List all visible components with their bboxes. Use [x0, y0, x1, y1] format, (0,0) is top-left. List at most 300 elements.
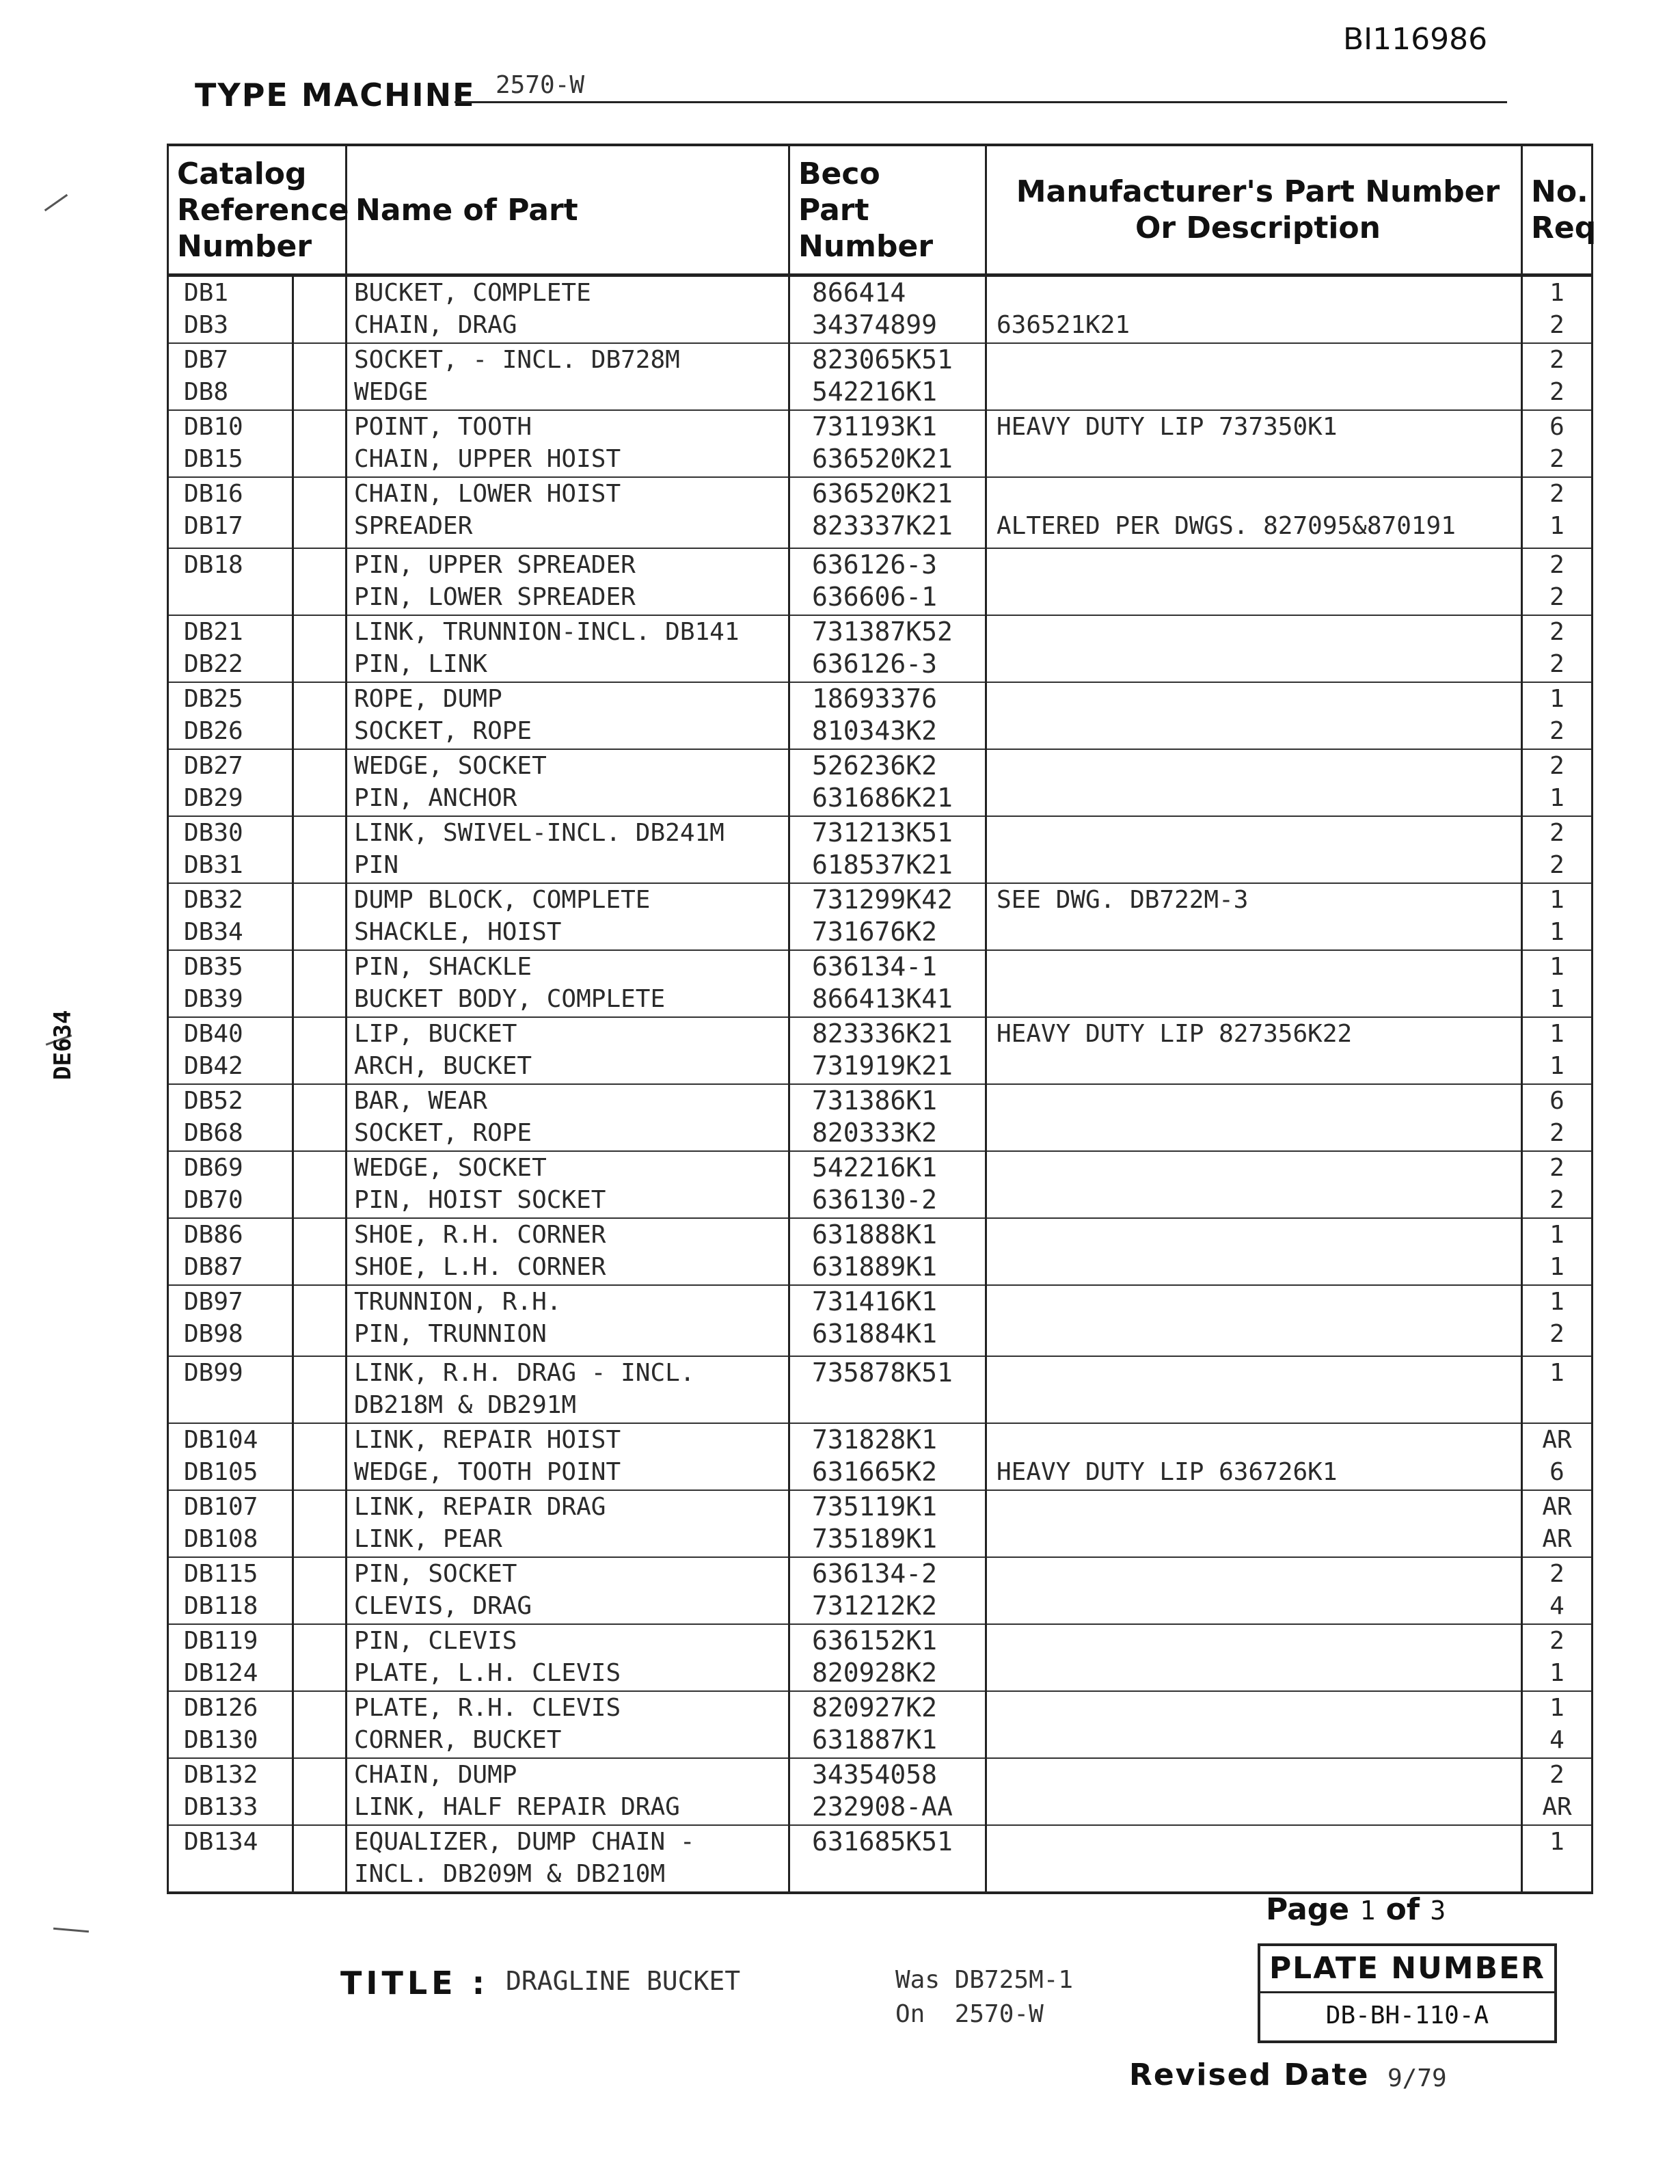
- manufacturer-description-cell: [986, 1490, 1522, 1557]
- cell-line: [997, 817, 1521, 849]
- manufacturer-description-cell: [986, 1423, 1522, 1490]
- part-name-cell: [347, 950, 789, 1017]
- cell-line: 731299K42: [812, 885, 953, 915]
- cell-line: [997, 916, 1521, 948]
- type-machine-value: 2570-W: [496, 71, 585, 99]
- page-of-label: of: [1385, 1892, 1420, 1927]
- cell-line: 731387K52: [812, 617, 953, 647]
- cell-line: HEAVY DUTY LIP 636726K1: [997, 1458, 1338, 1486]
- catalog-number-cell: [168, 343, 293, 410]
- spacer-cell: [293, 1285, 347, 1356]
- cell-line: LINK, REPAIR HOIST: [354, 1426, 621, 1454]
- part-name-cell: [347, 410, 789, 477]
- cell-line: INCL. DB209M & DB210M: [354, 1860, 666, 1888]
- cell-line: 823065K51: [812, 345, 953, 375]
- cell-line: DB87: [184, 1253, 243, 1281]
- cell-line: 866413K41: [812, 984, 953, 1014]
- cell-line: PIN, SHACKLE: [354, 953, 532, 981]
- spacer-cell: [293, 275, 347, 344]
- cell-line: PIN, TRUNNION: [354, 1320, 547, 1348]
- cell-line: 2: [1549, 717, 1564, 745]
- part-name-cell: [347, 343, 789, 410]
- cell-line: DB108: [184, 1525, 258, 1553]
- table-row: [168, 883, 1593, 950]
- table-row: [168, 1423, 1593, 1490]
- cell-line: WEDGE: [354, 378, 429, 406]
- spacer-cell: [293, 477, 347, 548]
- cell-line: 1: [1549, 918, 1564, 946]
- quantity-cell: [1522, 275, 1593, 344]
- cell-line: 735189K1: [812, 1524, 938, 1554]
- type-machine-label: TYPE MACHINE: [195, 77, 476, 113]
- cell-line: 631685K51: [812, 1826, 953, 1857]
- catalog-number-cell: [168, 1825, 293, 1893]
- manufacturer-description-cell: [986, 1017, 1522, 1084]
- table-row: [168, 749, 1593, 816]
- parts-table-body: [168, 275, 1593, 1893]
- catalog-number-cell: [168, 410, 293, 477]
- cell-line: HEAVY DUTY LIP 737350K1: [997, 413, 1338, 441]
- table-row: [168, 615, 1593, 682]
- beco-part-number-cell: [789, 883, 986, 950]
- manufacturer-description-cell: [986, 548, 1522, 615]
- cell-line: DB107: [184, 1493, 258, 1521]
- beco-part-number-cell: [789, 1490, 986, 1557]
- manufacturer-description-cell: [986, 343, 1522, 410]
- margin-tick-mark: [44, 194, 68, 211]
- cell-line: LINK, PEAR: [354, 1525, 502, 1553]
- plate-number-value: DB-BH-110-A: [1325, 2001, 1489, 2030]
- cell-line: BUCKET BODY, COMPLETE: [354, 985, 666, 1013]
- cell-line: 2: [1549, 480, 1564, 508]
- cell-line: 636521K21: [997, 311, 1130, 339]
- cell-line: DB34: [184, 918, 243, 946]
- beco-part-number-cell: [789, 1825, 986, 1893]
- catalog-number-cell: [168, 1691, 293, 1758]
- cell-line: 2: [1549, 819, 1564, 847]
- cell-line: 731828K1: [812, 1425, 938, 1455]
- cell-line: EQUALIZER, DUMP CHAIN -: [354, 1828, 695, 1856]
- cell-line: PIN, HOIST SOCKET: [354, 1186, 606, 1214]
- cell-line: DB86: [184, 1221, 243, 1249]
- spacer-cell: [293, 816, 347, 883]
- cell-line: 34354058: [812, 1760, 938, 1790]
- cell-line: WEDGE, TOOTH POINT: [354, 1458, 621, 1486]
- catalog-number-cell: [168, 477, 293, 548]
- beco-part-number-cell: [789, 682, 986, 749]
- cell-line: 2: [1549, 445, 1564, 473]
- cell-line: 1: [1549, 1659, 1564, 1687]
- quantity-cell: [1522, 1084, 1593, 1151]
- cell-line: 6: [1549, 1458, 1564, 1486]
- table-row: [168, 1557, 1593, 1624]
- cell-line: ARCH, BUCKET: [354, 1052, 532, 1080]
- quantity-cell: [1522, 410, 1593, 477]
- quantity-cell: [1522, 682, 1593, 749]
- cell-line: 34374899: [812, 310, 938, 340]
- cell-line: BAR, WEAR: [354, 1087, 488, 1115]
- cell-line: DB69: [184, 1154, 243, 1182]
- part-name-cell: [347, 1151, 789, 1218]
- cell-line: DB218M & DB291M: [354, 1391, 577, 1419]
- page-indicator: [1266, 1892, 1446, 1927]
- cell-line: [997, 1184, 1521, 1216]
- cell-line: [997, 1491, 1521, 1523]
- quantity-cell: [1522, 1624, 1593, 1691]
- catalog-number-cell: [168, 1423, 293, 1490]
- cell-line: 542216K1: [812, 1152, 938, 1183]
- spacer-cell: [293, 1557, 347, 1624]
- cell-line: [997, 277, 1521, 309]
- cell-line: 2: [1549, 346, 1564, 374]
- cell-line: 820928K2: [812, 1658, 938, 1688]
- cell-line: WEDGE, SOCKET: [354, 1154, 547, 1182]
- cell-line: DB16: [184, 480, 243, 508]
- beco-part-number-cell: [789, 1017, 986, 1084]
- cell-line: 820333K2: [812, 1118, 938, 1148]
- catalog-number-cell: [168, 1017, 293, 1084]
- cell-line: [997, 1251, 1521, 1283]
- cell-line: LINK, TRUNNION-INCL. DB141: [354, 618, 740, 646]
- cell-line: AR: [1542, 1426, 1572, 1454]
- manufacturer-description-cell: [986, 1691, 1522, 1758]
- cell-line: [997, 478, 1521, 510]
- spacer-cell: [293, 1017, 347, 1084]
- spacer-cell: [293, 1423, 347, 1490]
- cell-line: [997, 648, 1521, 680]
- cell-line: DB40: [184, 1020, 243, 1048]
- spacer-cell: [293, 1624, 347, 1691]
- cell-line: [997, 1826, 1521, 1858]
- cell-line: AR: [1542, 1493, 1572, 1521]
- beco-part-number-cell: [789, 749, 986, 816]
- cell-line: PIN, LOWER SPREADER: [354, 583, 636, 611]
- table-row: [168, 1356, 1593, 1423]
- cell-line: LIP, BUCKET: [354, 1020, 517, 1048]
- cell-line: [997, 951, 1521, 983]
- cell-line: 232908-AA: [812, 1792, 953, 1822]
- cell-line: CHAIN, DRAG: [354, 311, 517, 339]
- cell-line: DB7: [184, 346, 229, 374]
- cell-line: 631887K1: [812, 1725, 938, 1755]
- cell-line: 4: [1549, 1726, 1564, 1754]
- spacer-cell: [293, 950, 347, 1017]
- catalog-number-cell: [168, 950, 293, 1017]
- was-note: [895, 1963, 1073, 2032]
- beco-part-number-cell: [789, 1691, 986, 1758]
- part-name-cell: [347, 1825, 789, 1893]
- cell-line: 631888K1: [812, 1219, 938, 1250]
- quantity-cell: [1522, 548, 1593, 615]
- quantity-cell: [1522, 1423, 1593, 1490]
- quantity-cell: [1522, 1825, 1593, 1893]
- header-text: Beco: [798, 156, 880, 191]
- cell-line: [997, 581, 1521, 613]
- cell-line: [997, 1759, 1521, 1791]
- cell-line: 2: [1549, 583, 1564, 611]
- part-name-cell: [347, 1423, 789, 1490]
- cell-line: 636130-2: [812, 1185, 938, 1215]
- cell-line: [997, 1219, 1521, 1251]
- beco-part-number-cell: [789, 1423, 986, 1490]
- cell-line: 1: [1549, 985, 1564, 1013]
- cell-line: LINK, SWIVEL-INCL. DB241M: [354, 819, 724, 847]
- cell-line: [997, 1523, 1521, 1555]
- table-row: [168, 275, 1593, 344]
- header-text: Manufacturer's Part Number: [1016, 174, 1500, 209]
- cell-line: DB104: [184, 1426, 258, 1454]
- was-note-line: On 2570-W: [895, 2000, 1044, 2028]
- cell-line: DB18: [184, 551, 243, 579]
- beco-part-number-cell: [789, 548, 986, 615]
- cell-line: [997, 549, 1521, 581]
- cell-line: 810343K2: [812, 716, 938, 746]
- beco-part-number-cell: [789, 1218, 986, 1285]
- cell-line: 1: [1549, 1694, 1564, 1722]
- cell-line: 1: [1549, 953, 1564, 981]
- quantity-cell: [1522, 816, 1593, 883]
- manufacturer-description-cell: [986, 682, 1522, 749]
- header-text: Reference: [177, 192, 349, 228]
- cell-line: 4: [1549, 1592, 1564, 1620]
- cell-line: DB134: [184, 1828, 258, 1856]
- cell-line: DB10: [184, 413, 243, 441]
- cell-line: [997, 849, 1521, 881]
- catalog-number-cell: [168, 1557, 293, 1624]
- page-total: 3: [1430, 1896, 1446, 1926]
- quantity-cell: [1522, 477, 1593, 548]
- cell-line: 2: [1549, 551, 1564, 579]
- cell-line: CHAIN, LOWER HOIST: [354, 480, 621, 508]
- cell-line: 1: [1549, 512, 1564, 540]
- cell-line: 6: [1549, 413, 1564, 441]
- part-name-cell: [347, 548, 789, 615]
- beco-part-number-cell: [789, 1356, 986, 1423]
- margin-tick-mark: [53, 1928, 89, 1933]
- cell-line: 2: [1549, 1560, 1564, 1588]
- cell-line: [997, 1692, 1521, 1724]
- cell-line: 731213K51: [812, 818, 953, 848]
- cell-line: AR: [1542, 1793, 1572, 1821]
- beco-part-number-cell: [789, 1758, 986, 1825]
- manufacturer-description-cell: [986, 1151, 1522, 1218]
- header-beco-part-number: [789, 145, 986, 275]
- type-machine-underline: [455, 101, 1507, 103]
- catalog-number-cell: [168, 548, 293, 615]
- cell-line: PIN, LINK: [354, 650, 488, 678]
- catalog-number-cell: [168, 1218, 293, 1285]
- cell-line: [997, 376, 1521, 408]
- cell-line: [997, 1357, 1521, 1389]
- part-name-cell: [347, 477, 789, 548]
- cell-line: 2: [1549, 1154, 1564, 1182]
- beco-part-number-cell: [789, 1557, 986, 1624]
- beco-part-number-cell: [789, 1285, 986, 1356]
- revised-date-label: Revised Date: [1129, 2058, 1370, 2092]
- manufacturer-description-cell: [986, 410, 1522, 477]
- document-id: BI116986: [1343, 22, 1488, 57]
- table-row: [168, 548, 1593, 615]
- table-row: [168, 1151, 1593, 1218]
- cell-line: 1: [1549, 1020, 1564, 1048]
- table-row: [168, 477, 1593, 548]
- header-text: Name of Part: [355, 192, 578, 228]
- cell-line: DB21: [184, 618, 243, 646]
- cell-line: [997, 750, 1521, 782]
- catalog-number-cell: [168, 883, 293, 950]
- quantity-cell: [1522, 1557, 1593, 1624]
- manufacturer-description-cell: [986, 950, 1522, 1017]
- cell-line: 2: [1549, 1119, 1564, 1147]
- header-text: Number: [798, 228, 934, 264]
- cell-line: ROPE, DUMP: [354, 685, 502, 713]
- cell-line: LINK, HALF REPAIR DRAG: [354, 1793, 680, 1821]
- cell-line: 631884K1: [812, 1319, 938, 1349]
- spacer-cell: [293, 410, 347, 477]
- cell-line: DB124: [184, 1659, 258, 1687]
- cell-line: 2: [1549, 618, 1564, 646]
- manufacturer-description-cell: [986, 477, 1522, 548]
- title-label: TITLE :: [340, 1965, 489, 2001]
- cell-line: 636520K21: [812, 478, 953, 509]
- cell-line: SHOE, L.H. CORNER: [354, 1253, 606, 1281]
- cell-line: [1523, 1858, 1591, 1890]
- table-row: [168, 1017, 1593, 1084]
- spacer-cell: [293, 883, 347, 950]
- table-row: [168, 1084, 1593, 1151]
- manufacturer-description-cell: [986, 749, 1522, 816]
- catalog-number-cell: [168, 275, 293, 344]
- beco-part-number-cell: [789, 950, 986, 1017]
- cell-line: 636134-2: [812, 1559, 938, 1589]
- quantity-cell: [1522, 1356, 1593, 1423]
- table-header-row: [168, 145, 1593, 275]
- cell-line: [812, 1389, 985, 1421]
- cell-line: [997, 983, 1521, 1015]
- header-catalog-reference: [168, 145, 347, 275]
- header-text: Number: [177, 228, 312, 264]
- cell-line: PLATE, L.H. CLEVIS: [354, 1659, 621, 1687]
- manufacturer-description-cell: [986, 816, 1522, 883]
- cell-line: DB30: [184, 819, 243, 847]
- cell-line: 636152K1: [812, 1626, 938, 1656]
- manufacturer-description-cell: [986, 1084, 1522, 1151]
- revised-date-value: 9/79: [1387, 2064, 1447, 2092]
- part-name-cell: [347, 1285, 789, 1356]
- cell-line: 866414: [812, 278, 906, 308]
- header-manufacturer-part-number: [986, 145, 1522, 275]
- cell-line: LINK, REPAIR DRAG: [354, 1493, 606, 1521]
- cell-line: SHACKLE, HOIST: [354, 918, 562, 946]
- quantity-cell: [1522, 1490, 1593, 1557]
- spacer-cell: [293, 1825, 347, 1893]
- cell-line: DB68: [184, 1119, 243, 1147]
- cell-line: [997, 616, 1521, 648]
- part-name-cell: [347, 615, 789, 682]
- cell-line: DB35: [184, 953, 243, 981]
- cell-line: DB97: [184, 1288, 243, 1316]
- cell-line: 636126-3: [812, 649, 938, 679]
- page-number: 1: [1359, 1896, 1376, 1926]
- catalog-number-cell: [168, 1356, 293, 1423]
- cell-line: [997, 344, 1521, 376]
- table-row: [168, 410, 1593, 477]
- part-name-cell: [347, 1356, 789, 1423]
- cell-line: DB70: [184, 1186, 243, 1214]
- manufacturer-description-cell: [986, 883, 1522, 950]
- plate-number-box: [1258, 1943, 1557, 2043]
- cell-line: [997, 1724, 1521, 1756]
- beco-part-number-cell: [789, 615, 986, 682]
- cell-line: 2: [1549, 752, 1564, 780]
- spacer-cell: [293, 682, 347, 749]
- cell-line: [184, 1389, 292, 1421]
- cell-line: 731212K2: [812, 1591, 938, 1621]
- table-row: [168, 343, 1593, 410]
- spacer-cell: [293, 1691, 347, 1758]
- catalog-number-cell: [168, 1758, 293, 1825]
- cell-line: [1523, 1389, 1591, 1421]
- cell-line: [997, 1085, 1521, 1117]
- table-row: [168, 1624, 1593, 1691]
- cell-line: [997, 1050, 1521, 1082]
- cell-line: DB8: [184, 378, 229, 406]
- cell-line: [997, 683, 1521, 715]
- beco-part-number-cell: [789, 816, 986, 883]
- beco-part-number-cell: [789, 1084, 986, 1151]
- manufacturer-description-cell: [986, 1218, 1522, 1285]
- table-row: [168, 1218, 1593, 1285]
- header-text: No.: [1531, 174, 1588, 209]
- quantity-cell: [1522, 1758, 1593, 1825]
- cell-line: PIN, SOCKET: [354, 1560, 517, 1588]
- cell-line: PIN: [354, 851, 399, 879]
- cell-line: POINT, TOOTH: [354, 413, 532, 441]
- catalog-number-cell: [168, 1285, 293, 1356]
- header-text: Catalog: [177, 156, 307, 191]
- cell-line: [184, 1858, 292, 1890]
- part-name-cell: [347, 1218, 789, 1285]
- cell-line: [997, 1318, 1521, 1350]
- cell-line: [997, 1625, 1521, 1657]
- catalog-number-cell: [168, 816, 293, 883]
- part-name-cell: [347, 682, 789, 749]
- cell-line: 1: [1549, 1359, 1564, 1387]
- cell-line: 631686K21: [812, 783, 953, 813]
- header-number-required: [1522, 145, 1597, 275]
- cell-line: 1: [1549, 886, 1564, 914]
- cell-line: SOCKET, - INCL. DB728M: [354, 346, 680, 374]
- catalog-number-cell: [168, 682, 293, 749]
- cell-line: DB126: [184, 1694, 258, 1722]
- cell-line: SPREADER: [354, 512, 473, 540]
- manufacturer-description-cell: [986, 1825, 1522, 1893]
- cell-line: 618537K21: [812, 850, 953, 880]
- cell-line: DB42: [184, 1052, 243, 1080]
- part-name-cell: [347, 275, 789, 344]
- catalog-number-cell: [168, 1084, 293, 1151]
- cell-line: DB27: [184, 752, 243, 780]
- cell-line: [997, 443, 1521, 475]
- cell-line: [997, 1152, 1521, 1184]
- cell-line: DB133: [184, 1793, 258, 1821]
- spacer-cell: [293, 1084, 347, 1151]
- cell-line: [997, 1657, 1521, 1689]
- cell-line: 526236K2: [812, 751, 938, 781]
- cell-line: DB29: [184, 784, 243, 812]
- part-name-cell: [347, 1691, 789, 1758]
- header-name-of-part: [347, 145, 789, 275]
